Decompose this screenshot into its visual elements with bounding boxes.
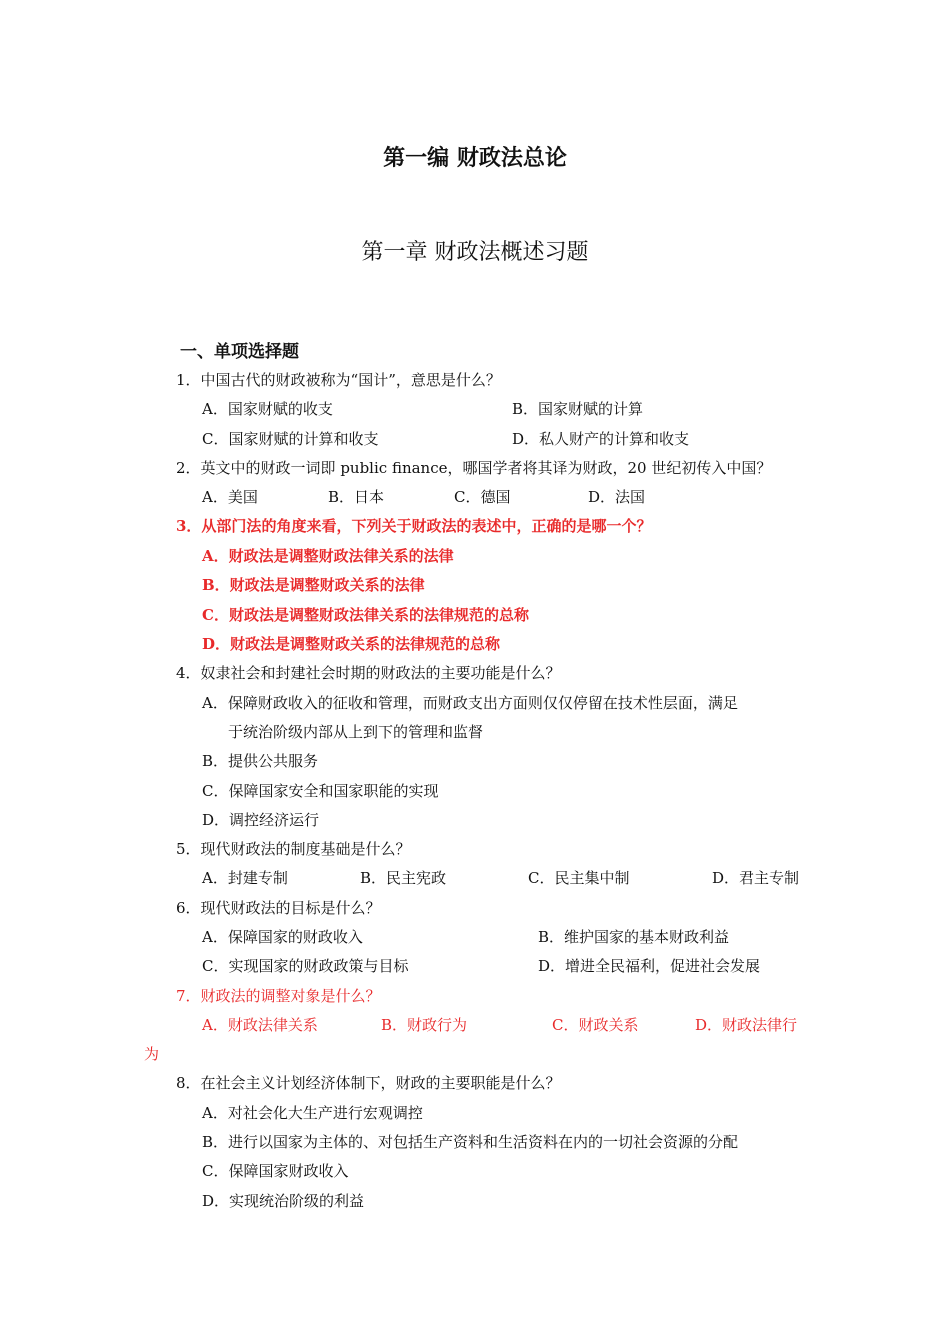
question-7-option-d-wrap: 为 — [144, 1045, 160, 1063]
question-7-option-d: D．财政法律行 — [695, 1016, 798, 1034]
question-4-option-d: D．调控经济运行 — [202, 811, 320, 829]
question-4-option-c: C．保障国家安全和国家职能的实现 — [202, 782, 439, 800]
question-3-option-b: B．财政法是调整财政关系的法律 — [202, 576, 425, 594]
question-5-option-d: D．君主专制 — [712, 869, 800, 887]
question-5-option-b: B．民主宪政 — [360, 869, 447, 887]
question-6-option-d: D．增进全民福利，促进社会发展 — [538, 957, 761, 975]
question-1-option-c: C．国家财赋的计算和收支 — [202, 430, 379, 448]
question-5-option-a: A．封建专制 — [202, 869, 288, 887]
question-4-option-a-line-2: 于统治阶级内部从上到下的管理和监督 — [228, 723, 484, 741]
question-7-stem: 7．财政法的调整对象是什么？ — [176, 987, 381, 1005]
question-5-stem: 5．现代财政法的制度基础是什么？ — [176, 840, 411, 858]
question-1-option-d: D．私人财产的计算和收支 — [512, 430, 690, 448]
question-7-option-a: A．财政法律关系 — [202, 1016, 318, 1034]
question-2-option-b: B．日本 — [328, 488, 385, 506]
question-7-option-c: C．财政关系 — [552, 1016, 639, 1034]
question-2-option-a: A．美国 — [202, 488, 258, 506]
question-7-option-b: B．财政行为 — [381, 1016, 468, 1034]
question-1-option-b: B．国家财赋的计算 — [512, 400, 644, 418]
question-1-option-a: A．国家财赋的收支 — [202, 400, 333, 418]
question-4-option-a-line-1: A．保障财政收入的征收和管理，而财政支出方面则仅仅停留在技术性层面，满足 — [202, 694, 738, 712]
question-8-option-b: B．进行以国家为主体的、对包括生产资料和生活资料在内的一切社会资源的分配 — [202, 1133, 739, 1151]
question-2-option-c: C．德国 — [454, 488, 511, 506]
question-8-option-c: C．保障国家财政收入 — [202, 1162, 349, 1180]
question-3-option-c: C．财政法是调整财政法律关系的法律规范的总称 — [202, 606, 529, 624]
question-8-stem: 8．在社会主义计划经济体制下，财政的主要职能是什么？ — [176, 1074, 561, 1092]
question-6-option-b: B．维护国家的基本财政利益 — [538, 928, 730, 946]
question-3-stem: 3．从部门法的角度来看，下列关于财政法的表述中，正确的是哪一个？ — [176, 517, 652, 535]
question-8-option-a: A．对社会化大生产进行宏观调控 — [202, 1104, 423, 1122]
question-3-option-a: A．财政法是调整财政法律关系的法律 — [202, 547, 454, 565]
question-6-stem: 6．现代财政法的目标是什么？ — [176, 899, 381, 917]
question-8-option-d: D．实现统治阶级的利益 — [202, 1192, 365, 1210]
question-6-option-c: C．实现国家的财政政策与目标 — [202, 957, 409, 975]
question-3-option-d: D．财政法是调整财政关系的法律规范的总称 — [202, 635, 501, 653]
section-heading: 一、单项选择题 — [180, 342, 299, 362]
question-5-option-c: C．民主集中制 — [528, 869, 630, 887]
question-6-option-a: A．保障国家的财政收入 — [202, 928, 363, 946]
question-1-stem: 1．中国古代的财政被称为“国计”，意思是什么？ — [176, 371, 501, 389]
question-2-stem: 2．英文中的财政一词即 public finance，哪国学者将其译为财政，20 世纪初传入中国？ — [176, 459, 772, 477]
question-2-option-d: D．法国 — [588, 488, 646, 506]
chapter-title: 第一章 财政法概述习题 — [361, 240, 589, 265]
question-4-option-b: B．提供公共服务 — [202, 752, 319, 770]
part-title: 第一编 财政法总论 — [383, 146, 567, 171]
question-4-stem: 4．奴隶社会和封建社会时期的财政法的主要功能是什么？ — [176, 664, 561, 682]
